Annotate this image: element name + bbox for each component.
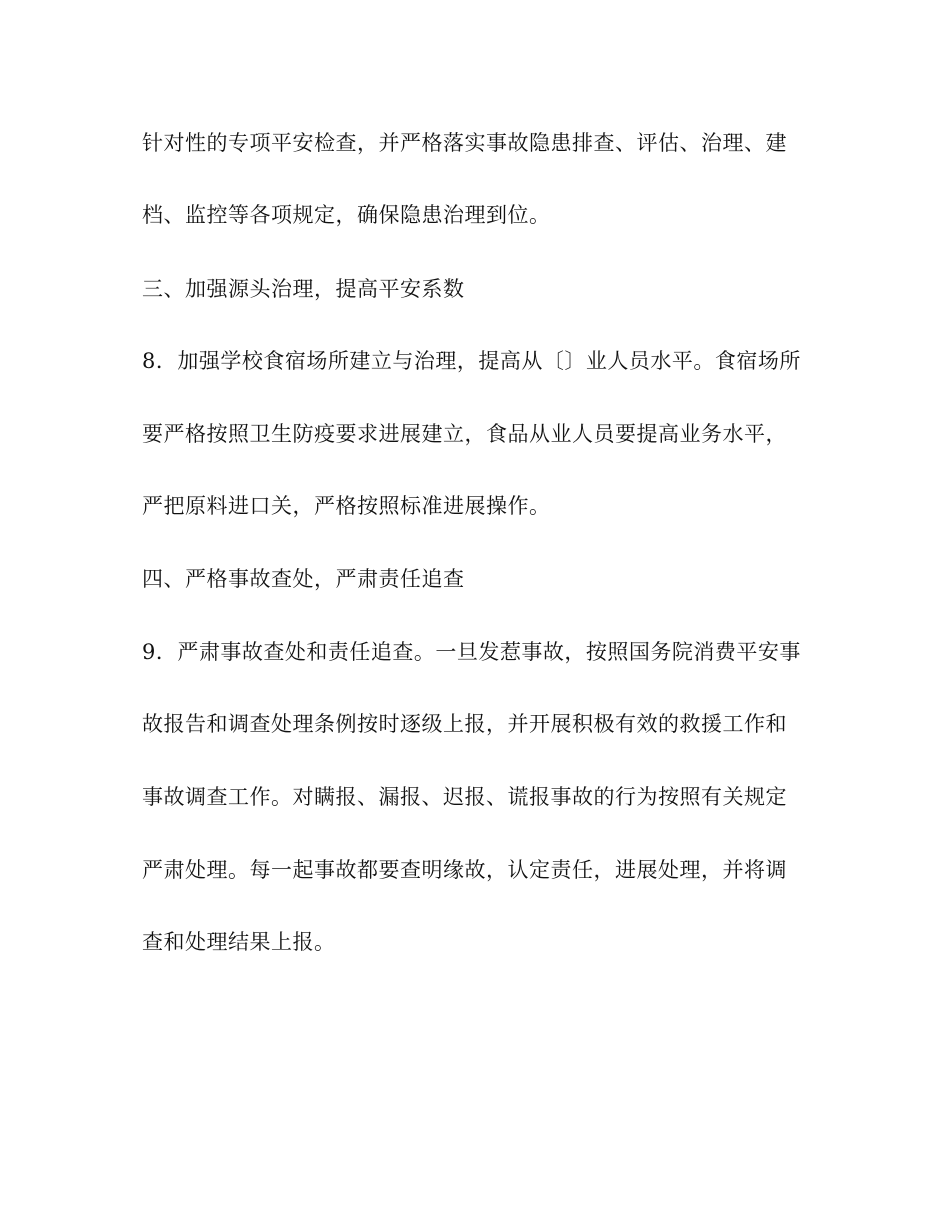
paragraph-line-5: 要严格按照卫生防疫要求进展建立，食品从业人员要提高业务水平， [142,422,787,446]
paragraph-line-2: 档、监控等各项规定，确保隐患治理到位。 [142,203,551,227]
section-heading-4: 四、严格事故查处，严肃责任追查 [142,567,465,591]
paragraph-line-1: 针对性的专项平安检查，并严格落实事故隐患排查、评估、治理、建 [142,131,787,155]
paragraph-line-4: 8．加强学校食宿场所建立与治理，提高从〔〕业人员水平。食宿场所 [142,349,801,373]
paragraph-line-9: 故报告和调查处理条例按时逐级上报，并开展积极有效的救援工作和 [142,712,787,736]
section-heading-3: 三、加强源头治理，提高平安系数 [142,277,465,301]
paragraph-line-12: 查和处理结果上报。 [142,930,336,954]
paragraph-line-8: 9．严肃事故查处和责任追查。一旦发惹事故，按照国务院消费平安事 [142,640,801,664]
paragraph-line-6: 严把原料进口关，严格按照标准进展操作。 [142,494,551,518]
paragraph-line-10: 事故调查工作。对瞒报、漏报、迟报、谎报事故的行为按照有关规定 [142,785,787,809]
paragraph-line-11: 严肃处理。每一起事故都要查明缘故，认定责任，进展处理，并将调 [142,858,787,882]
